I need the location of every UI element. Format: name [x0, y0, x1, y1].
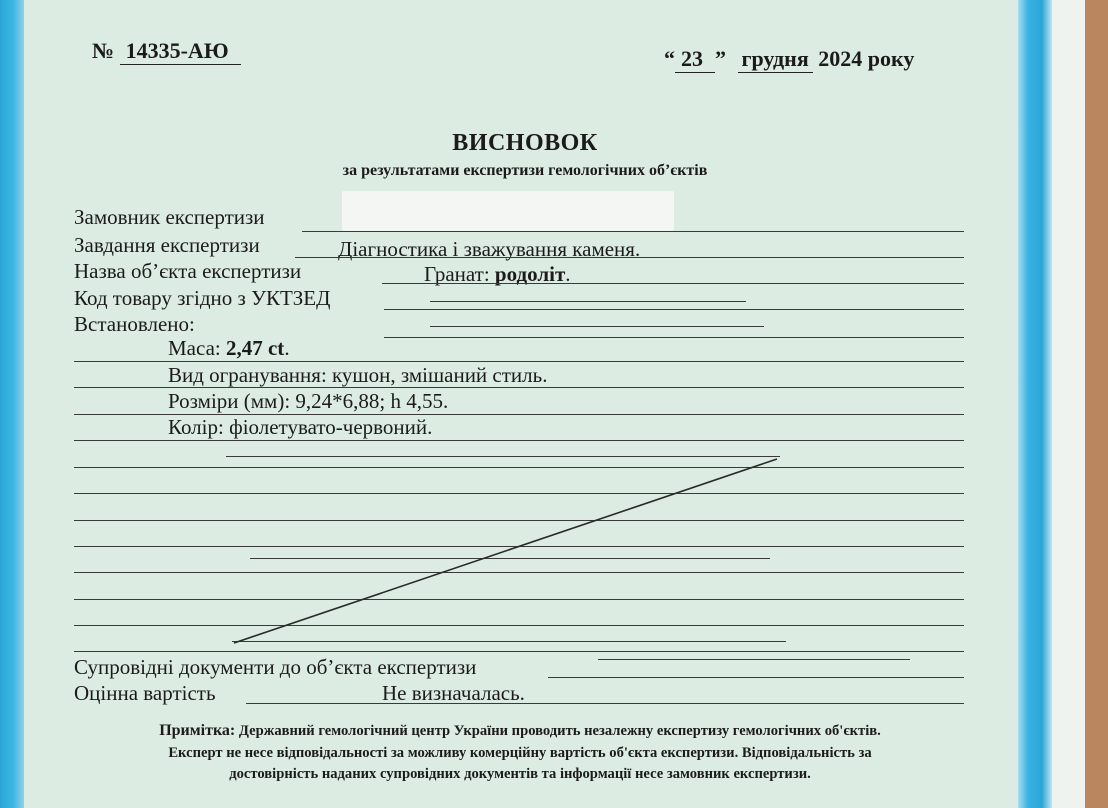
date-day: 23 — [675, 46, 715, 73]
customer-label: Замовник експертизи — [74, 205, 265, 229]
task-value: Діагностика і зважування каменя. — [338, 237, 641, 261]
document-title: ВИСНОВОК — [452, 130, 598, 156]
task-label: Завдання експертизи — [74, 233, 260, 257]
cut-line: Вид огранування: кушон, змішаний стиль. — [168, 363, 548, 387]
diagonal-line — [234, 459, 777, 643]
note-block — [80, 720, 960, 786]
value-value: Не визначалась. — [382, 681, 525, 705]
number-value: 14335-АЮ — [120, 38, 241, 65]
value-label: Оцінна вартість — [74, 681, 216, 705]
established-label: Встановлено: — [74, 312, 195, 336]
object-value-bold: родоліт — [494, 262, 566, 286]
mass-suffix: . — [284, 336, 290, 360]
mass-value: 2,47 ct — [225, 336, 285, 360]
date-suffix: року — [867, 46, 915, 71]
note-text-2: Експерт не несе відповідальності за можливу комерційну вартість об'єкта експертизи. Відповідальність за — [168, 744, 872, 761]
document-subtitle: за результатами експертизи гемологічних об’єктів — [342, 162, 708, 179]
code-label: Код товару згідно з УКТЗЕД — [74, 286, 331, 310]
background-edge — [1085, 0, 1108, 808]
note-label: Примітка: — [159, 722, 236, 739]
date-open-quote: “ — [664, 46, 675, 71]
mass-label: Маса: — [168, 336, 221, 360]
note-line-1 — [80, 720, 960, 743]
date-month: грудня — [738, 46, 813, 73]
object-value-prefix: Гранат: — [424, 262, 490, 286]
dimensions-line: Розміри (мм): 9,24*6,88; h 4,55. — [168, 389, 449, 413]
note-text-1: Державний гемологічний центр України проводить незалежну експертизу гемологічних об'єктів. — [238, 723, 881, 739]
date-year: 2024 — [818, 46, 863, 71]
color-line: Колір: фіолетувато-червоний. — [168, 415, 433, 439]
object-value-suffix: . — [565, 262, 571, 286]
date-close-quote: ” — [715, 46, 726, 71]
number-prefix: № — [92, 38, 115, 63]
object-label: Назва об’єкта експертизи — [74, 259, 302, 283]
note-text-3: достовірність наданих супровідних документів та інформації несе замовник експертизи. — [229, 766, 811, 782]
docs-label: Супровідні документи до об’єкта експертизи — [74, 655, 477, 679]
